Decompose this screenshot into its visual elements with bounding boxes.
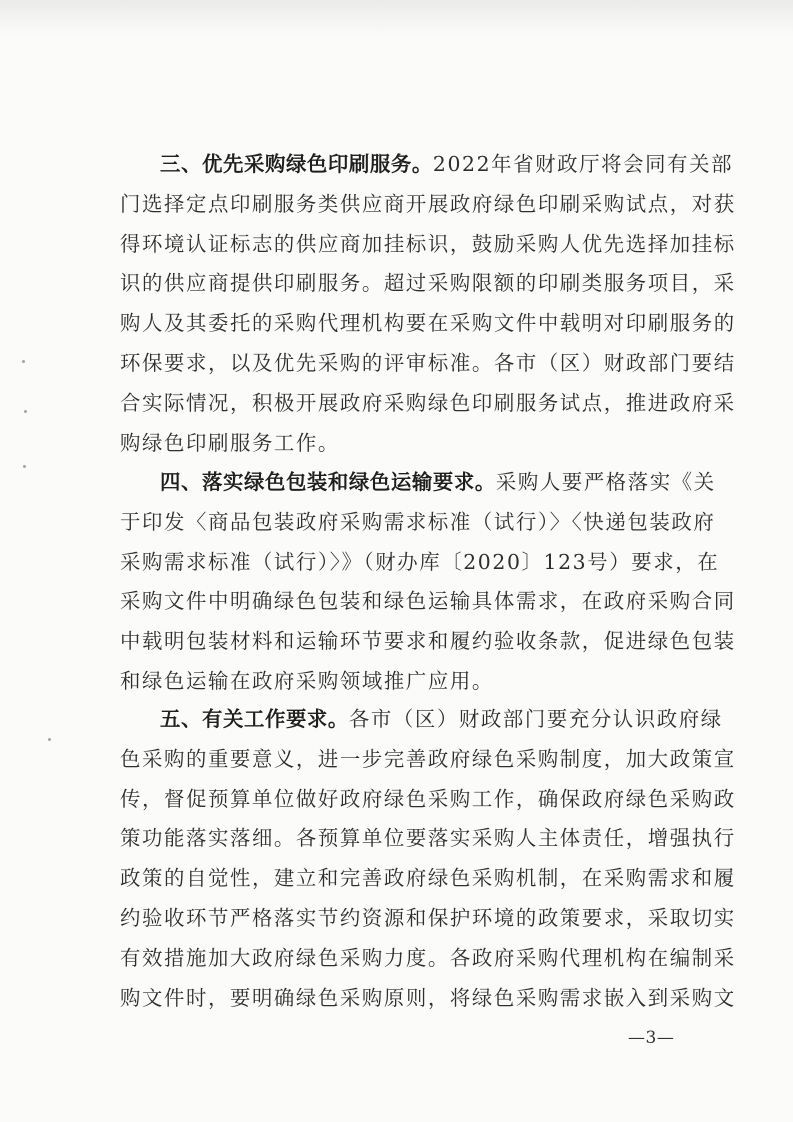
paragraph-text: 各市（区）财政部门要充分认识政府绿 [348,707,723,731]
paragraph-heading: 三、优先采购绿色印刷服务。 [160,152,433,176]
scan-speck [22,360,25,363]
paragraph-green-printing [120,145,736,463]
paragraph-line: 购人及其委托的采购代理机构要在采购文件中载明对印刷服务的 [120,311,736,336]
paragraph-line: 约验收环节严格落实节约资源和保护环境的政策要求，采取切实 [120,905,736,930]
paragraph-line: 采购需求标准（试行）〉》（财办库〔2020〕123号）要求，在 [120,549,720,574]
paragraph-line: 购绿色印刷服务工作。 [120,430,340,455]
paragraph-line: 环保要求，以及优先采购的评审标准。各市（区）财政部门要结 [120,350,736,375]
paragraph-line [120,700,723,740]
paragraph-line: 得环境认证标志的供应商加挂标识，鼓励采购人优先选择加挂标 [120,231,736,256]
paragraph-heading: 五、有关工作要求。 [160,707,349,731]
scan-edge-shadow [0,0,793,36]
scan-speck [23,465,26,468]
scan-speck [48,738,51,741]
scan-speck [24,410,27,413]
paragraph-line: 政策的自觉性，建立和完善政府绿色采购机制，在采购需求和履 [120,866,736,891]
paragraph-text: 采购人要严格落实《关 [495,470,716,494]
paragraph-line [120,463,716,503]
paragraph-heading: 四、落实绿色包装和绿色运输要求。 [160,470,496,494]
paragraph-line: 策功能落实落细。各预算单位要落实采购人主体责任，增强执行 [120,826,736,851]
page-number: —3— [628,1028,675,1048]
paragraph-text: 2022年省财政厅将会同有关部 [432,152,734,176]
paragraph-line: 中载明包装材料和运输环节要求和履约验收条款，促进绿色包装 [120,629,736,654]
paragraph-line [120,145,734,185]
paragraph-line: 于印发〈商品包装政府采购需求标准（试行）〉〈快递包装政府 [120,509,716,534]
paragraph-green-packaging [120,463,736,702]
paragraph-work-requirements [120,700,736,1018]
paragraph-line: 色采购的重要意义，进一步完善政府绿色采购制度，加大政策宣 [120,746,736,771]
paragraph-line: 门选择定点印刷服务类供应商开展政府绿色印刷采购试点，对获 [120,191,736,216]
paragraph-line: 购文件时，要明确绿色采购原则，将绿色采购需求嵌入到采购文 [120,985,736,1010]
paragraph-line: 和绿色运输在政府采购领域推广应用。 [120,668,494,693]
paragraph-line: 合实际情况，积极开展政府采购绿色印刷服务试点，推进政府采 [120,390,736,415]
paragraph-line: 采购文件中明确绿色包装和绿色运输具体需求，在政府采购合同 [120,589,736,614]
paragraph-line: 有效措施加大政府绿色采购力度。各政府采购代理机构在编制采 [120,945,736,970]
paragraph-line: 识的供应商提供印刷服务。超过采购限额的印刷类服务项目，采 [120,271,736,296]
paragraph-line: 传，督促预算单位做好政府绿色采购工作，确保政府绿色采购政 [120,786,736,811]
